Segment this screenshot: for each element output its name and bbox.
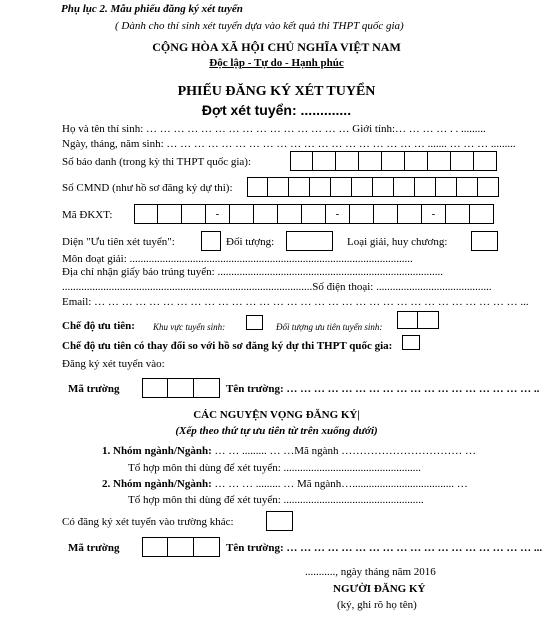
cmnd-cell[interactable] xyxy=(352,177,373,197)
cmnd-cell[interactable] xyxy=(331,177,352,197)
wish-2-fill[interactable]: … … … ......... … Mã ngành…..................................... … xyxy=(214,478,468,490)
dkxt-cell[interactable] xyxy=(446,204,470,224)
school-code-2-label: Mã trường xyxy=(68,542,120,554)
wish-2-label: 2. Nhóm ngành/Ngành: xyxy=(102,478,212,490)
cmnd-cell[interactable] xyxy=(289,177,310,197)
address-phone-line[interactable]: ...........................................................................................Số điện thoại: .......................................... xyxy=(62,281,492,293)
school-code-2-cell[interactable] xyxy=(168,537,194,557)
priority-object-label: Đối tượng ưu tiên tuyển sinh: xyxy=(276,322,383,332)
dkxt-cell[interactable] xyxy=(158,204,182,224)
sbd-cell[interactable] xyxy=(290,151,313,171)
school-code-2-cell[interactable] xyxy=(142,537,168,557)
object-box[interactable] xyxy=(286,231,333,251)
address-line[interactable]: Địa chỉ nhận giấy báo trúng tuyển: .................................................................................. xyxy=(62,266,443,278)
cmnd-label: Số CMND (như hồ sơ đăng ký dự thi): xyxy=(62,182,233,194)
round-label: Đợt xét tuyển: ............. xyxy=(201,102,352,118)
cmnd-cell[interactable] xyxy=(478,177,499,197)
cmnd-cell[interactable] xyxy=(268,177,289,197)
form-title: PHIẾU ĐĂNG KÝ XÉT TUYỂN xyxy=(177,84,376,99)
nation-header: CỘNG HÒA XÃ HỘI CHỦ NGHĨA VIỆT NAM xyxy=(152,40,401,54)
email-line[interactable]: Email: … … … … … … … … … … … … … … … … … … … … … … … … … … … … … … … ... xyxy=(62,296,529,308)
dkxt-cell[interactable] xyxy=(350,204,374,224)
register-at-label: Đăng ký xét tuyển vào: xyxy=(62,358,165,370)
award-box[interactable] xyxy=(471,231,498,251)
dkxt-cell[interactable] xyxy=(302,204,326,224)
dkxt-cell[interactable] xyxy=(470,204,494,224)
cmnd-cell[interactable] xyxy=(310,177,331,197)
school-code-cell[interactable] xyxy=(142,378,168,398)
other-school-label: Có đăng ký xét tuyển vào trường khác: xyxy=(62,516,234,528)
dkxt-cell[interactable] xyxy=(398,204,422,224)
dkxt-dash-cell: - xyxy=(206,204,230,224)
region-label: Khu vực tuyển sinh: xyxy=(153,322,226,332)
dkxt-boxes[interactable] xyxy=(134,204,494,224)
priority-label: Diện "Ưu tiên xét tuyển": xyxy=(62,236,175,248)
cmnd-cell[interactable] xyxy=(457,177,478,197)
wish-1-fill[interactable]: … … ......... … …Mã ngành …………………………… … xyxy=(214,445,477,457)
priority-object-cell[interactable] xyxy=(418,311,439,329)
dob-line[interactable]: Ngày, tháng, năm sinh: … … … … … … … … … … … … … … … … … … … ....... … … … ......... xyxy=(62,138,516,150)
policy-change-box[interactable] xyxy=(402,335,420,350)
school-name-2-line[interactable]: Tên trường: … … … … … … … … … … … … … … … … … … ... xyxy=(226,542,543,554)
wish-1-label: 1. Nhóm ngành/Ngành: xyxy=(102,445,212,457)
cmnd-boxes[interactable] xyxy=(247,177,499,197)
other-school-box[interactable] xyxy=(266,511,293,531)
cmnd-cell[interactable] xyxy=(373,177,394,197)
sbd-cell[interactable] xyxy=(474,151,497,171)
dkxt-cell[interactable] xyxy=(254,204,278,224)
appendix-label: Phụ lục 2. Mẫu phiếu đăng ký xét tuyển xyxy=(61,3,243,15)
wishes-title: CÁC NGUYỆN VỌNG ĐĂNG KÝ| xyxy=(193,409,360,421)
school-code-cell[interactable] xyxy=(194,378,220,398)
policy-change-label: Chế độ ưu tiên có thay đổi so với hồ sơ đăng ký dự thi THPT quốc gia: xyxy=(62,340,393,352)
name-line[interactable]: Họ và tên thí sinh: … … … … … … … … … … … … … … … Giới tính:… … … … . . ......... xyxy=(62,123,486,135)
region-box[interactable] xyxy=(246,315,263,330)
signer-note: (ký, ghi rõ họ tên) xyxy=(337,599,417,611)
sbd-cell[interactable] xyxy=(336,151,359,171)
cmnd-cell[interactable] xyxy=(247,177,268,197)
sbd-cell[interactable] xyxy=(451,151,474,171)
priority-box[interactable] xyxy=(201,231,221,251)
dkxt-dash-cell: - xyxy=(422,204,446,224)
sbd-cell[interactable] xyxy=(359,151,382,171)
sbd-boxes[interactable] xyxy=(290,151,497,171)
motto: Độc lập - Tự do - Hạnh phúc xyxy=(209,57,344,69)
object-label: Đối tượng: xyxy=(226,236,275,248)
wish-1-combo-line[interactable]: Tổ hợp môn thi dùng để xét tuyển: .................................................. xyxy=(128,462,422,474)
wishes-subtitle: (Xếp theo thứ tự ưu tiên từ trên xuống dưới) xyxy=(175,425,378,437)
dkxt-cell[interactable] xyxy=(230,204,254,224)
priority-object-boxes[interactable] xyxy=(397,311,439,329)
sbd-cell[interactable] xyxy=(382,151,405,171)
sbd-label: Số báo danh (trong kỳ thi THPT quốc gia): xyxy=(62,156,252,168)
cmnd-cell[interactable] xyxy=(394,177,415,197)
appendix-note: ( Dành cho thí sinh xét tuyển dựa vào kết quả thi THPT quốc gia) xyxy=(115,20,404,32)
dkxt-cell[interactable] xyxy=(182,204,206,224)
sbd-cell[interactable] xyxy=(313,151,336,171)
school-code-label: Mã trường xyxy=(68,383,120,395)
wish-2-line[interactable] xyxy=(102,478,468,491)
school-code-boxes[interactable] xyxy=(142,378,220,398)
sign-date: ..........., ngày tháng năm 2016 xyxy=(305,566,436,578)
school-code-2-cell[interactable] xyxy=(194,537,220,557)
sbd-cell[interactable] xyxy=(428,151,451,171)
dkxt-cell[interactable] xyxy=(134,204,158,224)
priority-object-cell[interactable] xyxy=(397,311,418,329)
school-code-2-boxes[interactable] xyxy=(142,537,220,557)
policy-label: Chế độ ưu tiên: xyxy=(62,320,135,332)
dkxt-cell[interactable] xyxy=(374,204,398,224)
award-label: Loại giải, huy chương: xyxy=(347,236,448,248)
cmnd-cell[interactable] xyxy=(415,177,436,197)
signer-title: NGƯỜI ĐĂNG KÝ xyxy=(333,583,426,595)
sbd-cell[interactable] xyxy=(405,151,428,171)
wish-1-line[interactable] xyxy=(102,445,476,458)
dkxt-dash-cell: - xyxy=(326,204,350,224)
cmnd-cell[interactable] xyxy=(436,177,457,197)
subject-line[interactable]: Môn đoạt giải: ....................................................................................................... xyxy=(62,253,413,265)
school-name-line[interactable]: Tên trường: … … … … … … … … … … … … … … … … … … .. xyxy=(226,383,540,395)
dkxt-label: Mã ĐKXT: xyxy=(62,209,113,221)
school-code-cell[interactable] xyxy=(168,378,194,398)
dkxt-cell[interactable] xyxy=(278,204,302,224)
wish-2-combo-line[interactable]: Tổ hợp môn thi dùng để xét tuyển: ................................................... xyxy=(128,494,424,506)
